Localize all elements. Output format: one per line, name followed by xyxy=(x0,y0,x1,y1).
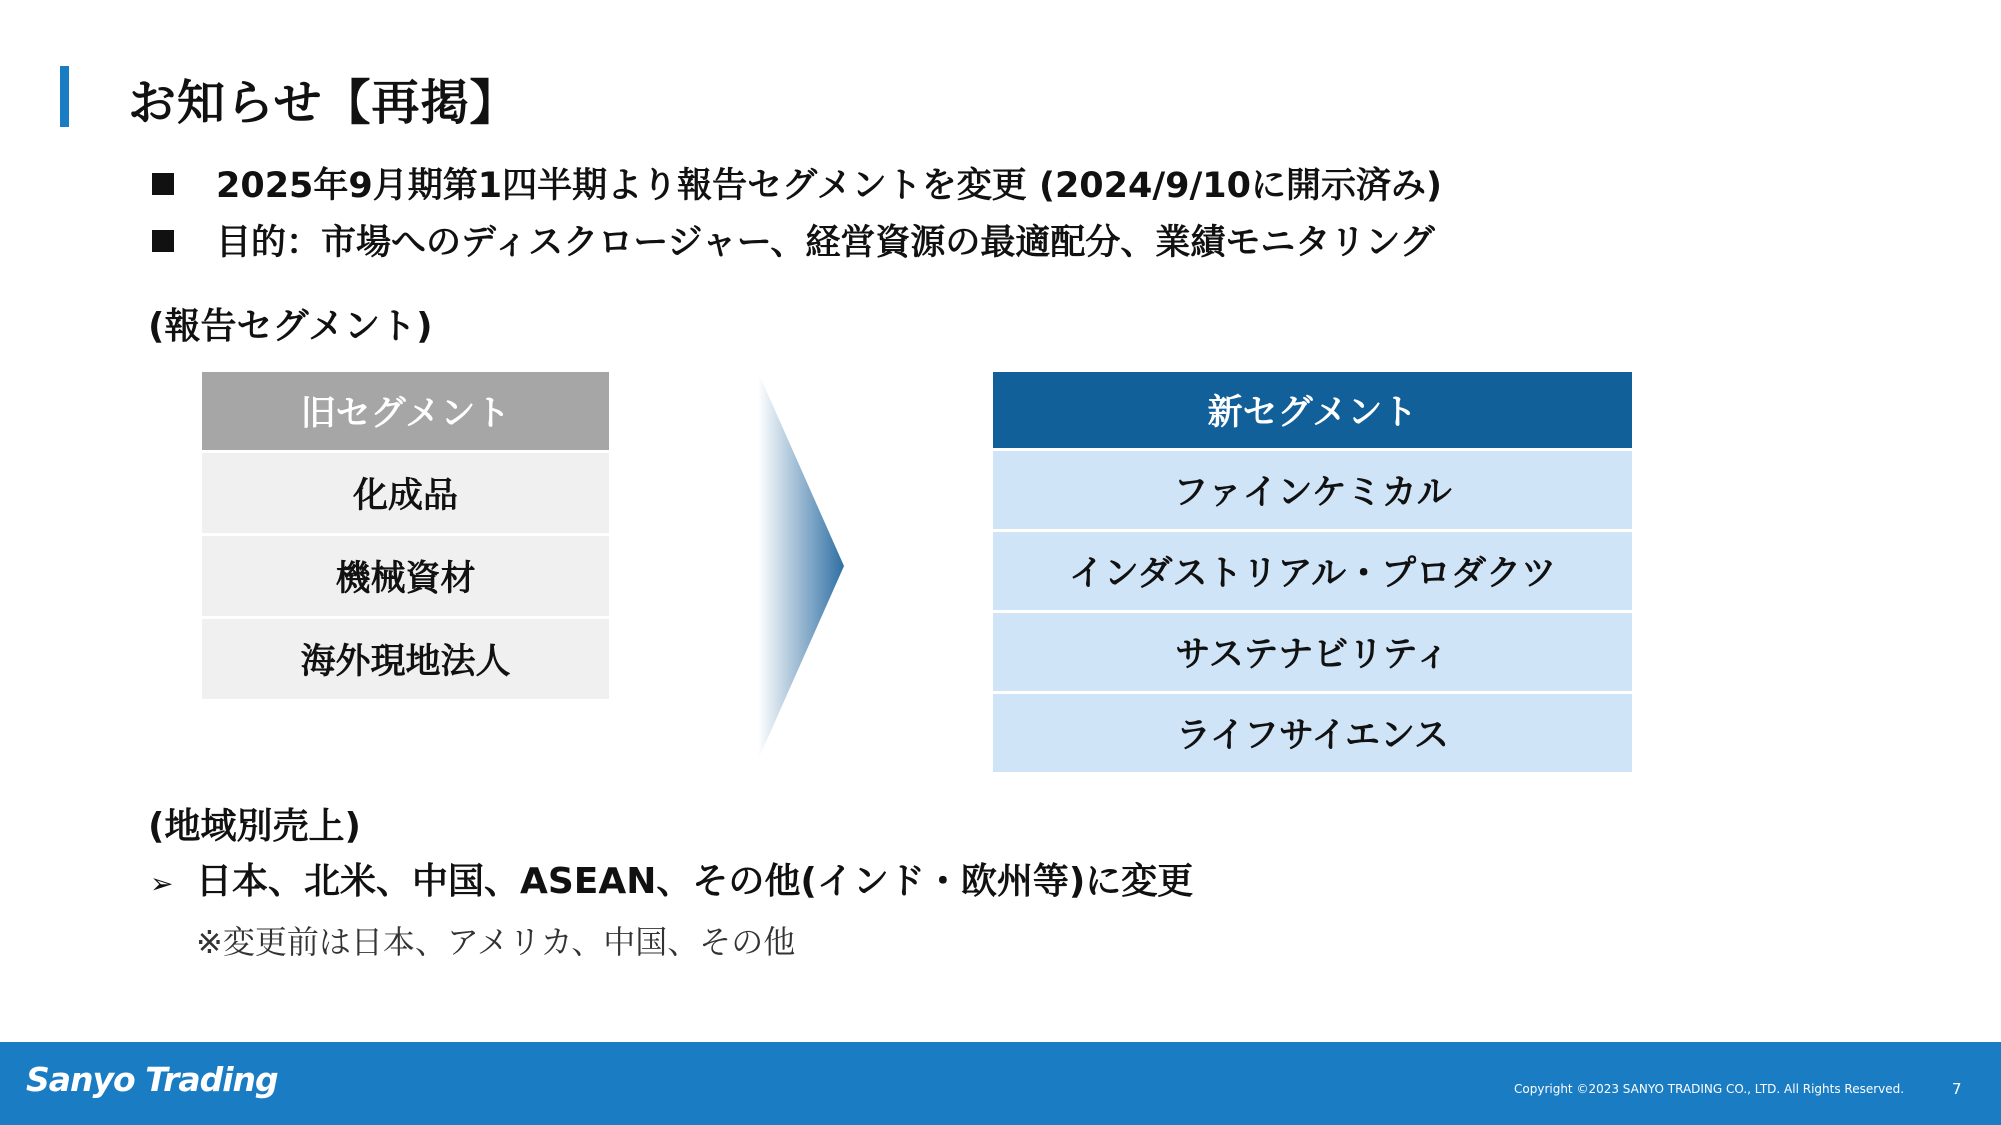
region-item-text: 日本、北米、中国、ASEAN、その他(インド・欧州等)に変更 xyxy=(196,861,1194,902)
region-section-label: (地域別売上) xyxy=(148,806,361,847)
new-segment-header: 新セグメント xyxy=(993,372,1632,448)
new-segment-row: ファインケミカル xyxy=(993,451,1632,529)
footer-bar xyxy=(0,1042,2001,1125)
segment-section-label: (報告セグメント) xyxy=(148,306,433,347)
bullet-text: 目的：市場へのディスクロージャー、経営資源の最適配分、業績モニタリング xyxy=(216,223,1435,263)
transition-arrow-icon xyxy=(756,372,846,760)
company-logo: Sanyo Trading xyxy=(26,1060,278,1099)
new-segment-row: サステナビリティ xyxy=(993,613,1632,691)
page-title: お知らせ【再掲】 xyxy=(128,75,519,131)
bullet-item xyxy=(152,215,1435,265)
square-bullet-icon xyxy=(152,230,174,252)
old-segment-row: 海外現地法人 xyxy=(202,619,609,699)
old-segment-row: 機械資材 xyxy=(202,536,609,616)
page-number: 7 xyxy=(1952,1080,1962,1098)
region-note: ※変更前は日本、アメリカ、中国、その他 xyxy=(196,923,796,961)
bullet-item xyxy=(152,158,1442,208)
old-segment-table xyxy=(202,372,609,699)
old-segment-header: 旧セグメント xyxy=(202,372,609,450)
title-accent-bar xyxy=(60,66,69,127)
copyright-text: Copyright ©2023 SANYO TRADING CO., LTD. All Rights Reserved. xyxy=(1514,1082,1905,1096)
region-list-item xyxy=(150,853,1193,904)
new-segment-row: ライフサイエンス xyxy=(993,694,1632,772)
arrowhead-bullet-icon: ➢ xyxy=(150,867,174,900)
new-segment-table xyxy=(993,372,1632,772)
new-segment-row: インダストリアル・プロダクツ xyxy=(993,532,1632,610)
square-bullet-icon xyxy=(152,173,174,195)
old-segment-row: 化成品 xyxy=(202,453,609,533)
bullet-text: 2025年9月期第1四半期より報告セグメントを変更 (2024/9/10に開示済み) xyxy=(216,166,1442,206)
